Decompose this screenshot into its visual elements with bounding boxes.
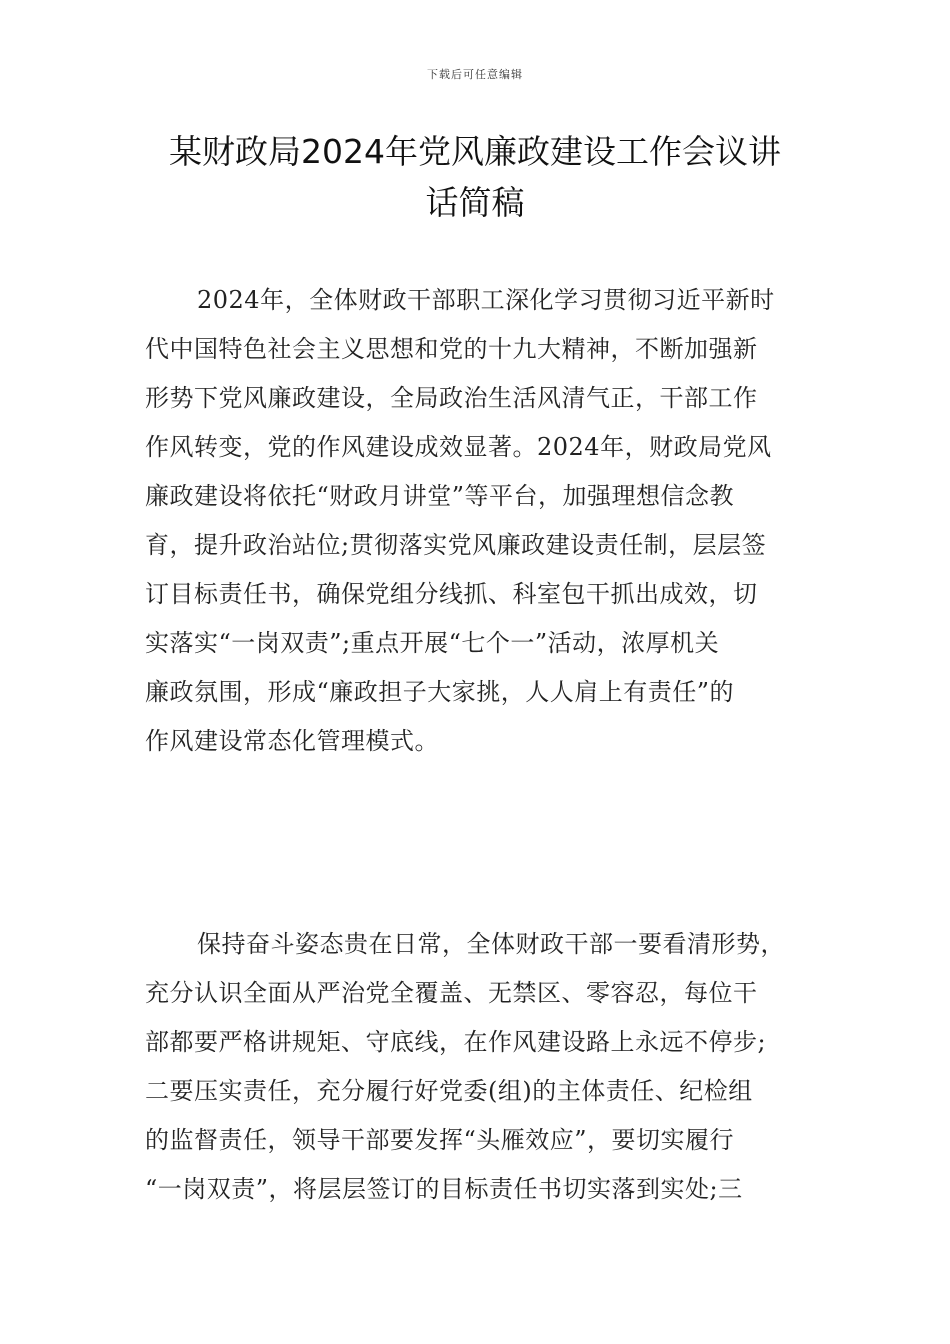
paragraph-line: 充分认识全面从严治党全覆盖、无禁区、零容忍，每位干: [145, 979, 758, 1007]
paragraph-line: 保持奋斗姿态贵在日常，全体财政干部一要看清形势，: [197, 930, 785, 958]
paragraph-line: 的监督责任，领导干部要发挥“头雁效应”，要切实履行: [145, 1126, 735, 1154]
paragraph-line: 订目标责任书，确保党组分线抓、科室包干抓出成效，切: [145, 580, 758, 608]
paragraph-line: 育，提升政治站位;贯彻落实党风廉政建设责任制，层层签: [145, 531, 767, 559]
paragraph-line: 2024年，全体财政干部职工深化学习贯彻习近平新时: [197, 286, 775, 314]
paragraph-line: 廉政氛围，形成“廉政担子大家挑，人人肩上有责任”的: [145, 678, 735, 706]
title-line: 某财政局2024年党风廉政建设工作会议讲: [169, 132, 781, 171]
paragraph-line: 部都要严格讲规矩、守底线，在作风建设路上永远不停步;: [145, 1028, 767, 1056]
paragraph-line: “一岗双责”，将层层签订的目标责任书切实落到实处;三: [145, 1175, 743, 1203]
paragraph-line: 作风转变，党的作风建设成效显著。2024年，财政局党风: [145, 433, 772, 461]
paragraph-line: 实落实“一岗双责”;重点开展“七个一”活动，浓厚机关: [145, 629, 720, 657]
paragraph-line: 廉政建设将依托“财政月讲堂”等平台，加强理想信念教: [145, 482, 735, 510]
paragraph-line: 代中国特色社会主义思想和党的十九大精神，不断加强新: [145, 335, 758, 363]
header-note: 下载后可任意编辑: [427, 68, 523, 81]
title-line: 话简稿: [425, 183, 525, 222]
paragraph-line: 形势下党风廉政建设，全局政治生活风清气正，干部工作: [145, 384, 758, 412]
paragraph-line: 二要压实责任，充分履行好党委(组)的主体责任、纪检组: [145, 1077, 753, 1105]
body-paragraph: [145, 276, 815, 766]
paragraph-line: 作风建设常态化管理模式。: [145, 727, 439, 755]
body-paragraph: [145, 920, 815, 1214]
document-title: [100, 126, 850, 228]
